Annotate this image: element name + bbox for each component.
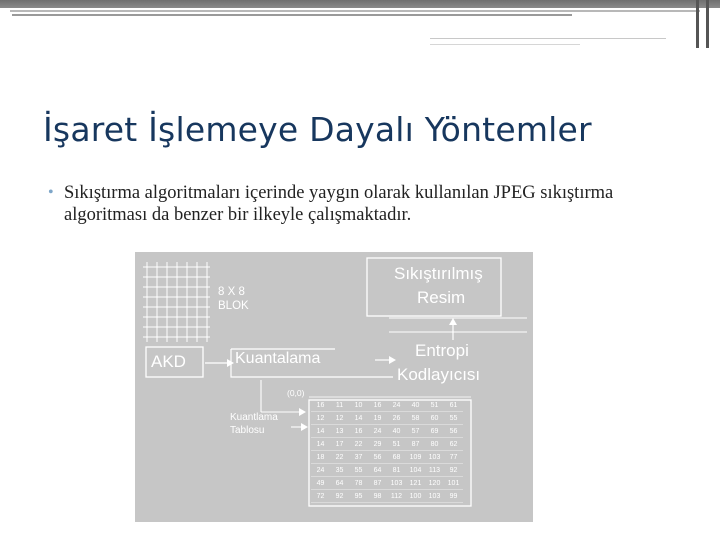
table-cell: 40 (387, 425, 406, 438)
table-row (311, 425, 463, 438)
bullet-item (48, 182, 668, 226)
table-cell: 120 (425, 477, 444, 490)
table-cell: 19 (368, 412, 387, 425)
table-cell: 87 (406, 438, 425, 451)
table-cell: 95 (349, 490, 368, 503)
header-mid-strip (10, 10, 700, 12)
header-accent-line (430, 38, 666, 39)
table-cell: 12 (311, 412, 330, 425)
table-cell: 55 (349, 464, 368, 477)
table-cell: 62 (444, 438, 463, 451)
table-cell: 78 (349, 477, 368, 490)
table-cell: 92 (444, 464, 463, 477)
table-cell: 24 (311, 464, 330, 477)
table-cell: 87 (368, 477, 387, 490)
table-cell: 101 (444, 477, 463, 490)
entropy-label: Entropi (415, 341, 469, 360)
origin-label: (0,0) (287, 388, 305, 398)
table-row (311, 438, 463, 451)
table-cell: 18 (311, 451, 330, 464)
slide-title: İşaret İşlemeye Dayalı Yöntemler (43, 110, 592, 149)
table-cell: 40 (406, 399, 425, 412)
arrow-up-icon (449, 318, 457, 325)
table-cell: 64 (368, 464, 387, 477)
table-cell: 112 (387, 490, 406, 503)
table-cell: 103 (425, 490, 444, 503)
table-cell: 16 (368, 399, 387, 412)
table-cell: 11 (330, 399, 349, 412)
table-cell: 29 (368, 438, 387, 451)
table-cell: 55 (444, 412, 463, 425)
table-cell: 121 (406, 477, 425, 490)
corner-mark-right (706, 0, 709, 48)
table-cell: 68 (387, 451, 406, 464)
table-cell: 14 (311, 425, 330, 438)
bullet-text: Sıkıştırma algoritmaları içerinde yaygın olarak kullanılan JPEG sıkıştırma algoritması da benzer bir ilkeyle çalışmaktadır. (64, 183, 614, 225)
table-cell: 72 (311, 490, 330, 503)
entropy-coder-label: Kodlayıcısı (397, 365, 481, 384)
table-cell: 69 (425, 425, 444, 438)
block-label: BLOK (218, 300, 249, 312)
arrow-right-icon (301, 423, 308, 431)
table-cell: 100 (406, 490, 425, 503)
table-cell: 60 (425, 412, 444, 425)
table-cell: 26 (387, 412, 406, 425)
table-cell: 16 (311, 399, 330, 412)
table-cell: 81 (387, 464, 406, 477)
table-cell: 109 (406, 451, 425, 464)
compressed-image-label: Sıkıştırılmış (394, 264, 483, 283)
table-row (311, 464, 463, 477)
table-cell: 57 (406, 425, 425, 438)
quant-table-label: Kuantlama (230, 412, 278, 423)
table-cell: 22 (349, 438, 368, 451)
table-cell: 12 (330, 412, 349, 425)
quant-table-label-2: Tablosu (230, 425, 265, 436)
table-cell: 37 (349, 451, 368, 464)
bullet-dot-icon: • (48, 184, 54, 201)
table-cell: 103 (425, 451, 444, 464)
table-cell: 92 (330, 490, 349, 503)
table-cell: 24 (387, 399, 406, 412)
table-row (311, 451, 463, 464)
header-dark-strip (0, 0, 720, 8)
jpeg-diagram (135, 252, 533, 522)
table-cell: 49 (311, 477, 330, 490)
table-cell: 113 (425, 464, 444, 477)
table-cell: 98 (368, 490, 387, 503)
block-size-label: 8 X 8 (218, 286, 245, 298)
table-row (311, 412, 463, 425)
block-grid-icon (143, 262, 210, 342)
table-cell: 35 (330, 464, 349, 477)
table-cell: 58 (406, 412, 425, 425)
table-cell: 56 (368, 451, 387, 464)
header-accent-bar (12, 14, 572, 16)
table-cell: 10 (349, 399, 368, 412)
table-cell: 80 (425, 438, 444, 451)
compressed-image-label-2: Resim (417, 288, 466, 307)
table-row (311, 477, 463, 490)
table-cell: 13 (330, 425, 349, 438)
akd-label: AKD (151, 352, 186, 371)
table-cell: 14 (349, 412, 368, 425)
table-cell: 104 (406, 464, 425, 477)
table-cell: 51 (387, 438, 406, 451)
table-row (311, 490, 463, 503)
table-cell: 17 (330, 438, 349, 451)
quantize-label: Kuantalama (235, 350, 321, 367)
table-cell: 61 (444, 399, 463, 412)
table-cell: 51 (425, 399, 444, 412)
table-cell: 99 (444, 490, 463, 503)
table-cell: 77 (444, 451, 463, 464)
header-accent-line-short (430, 44, 580, 45)
table-cell: 56 (444, 425, 463, 438)
arrow-right-icon (389, 356, 396, 364)
table-cell: 24 (368, 425, 387, 438)
table-row (311, 399, 463, 412)
table-cell: 16 (349, 425, 368, 438)
arrow-right-icon (299, 408, 306, 416)
table-cell: 64 (330, 477, 349, 490)
table-cell: 14 (311, 438, 330, 451)
corner-mark-left (696, 0, 699, 48)
table-cell: 22 (330, 451, 349, 464)
table-cell: 103 (387, 477, 406, 490)
